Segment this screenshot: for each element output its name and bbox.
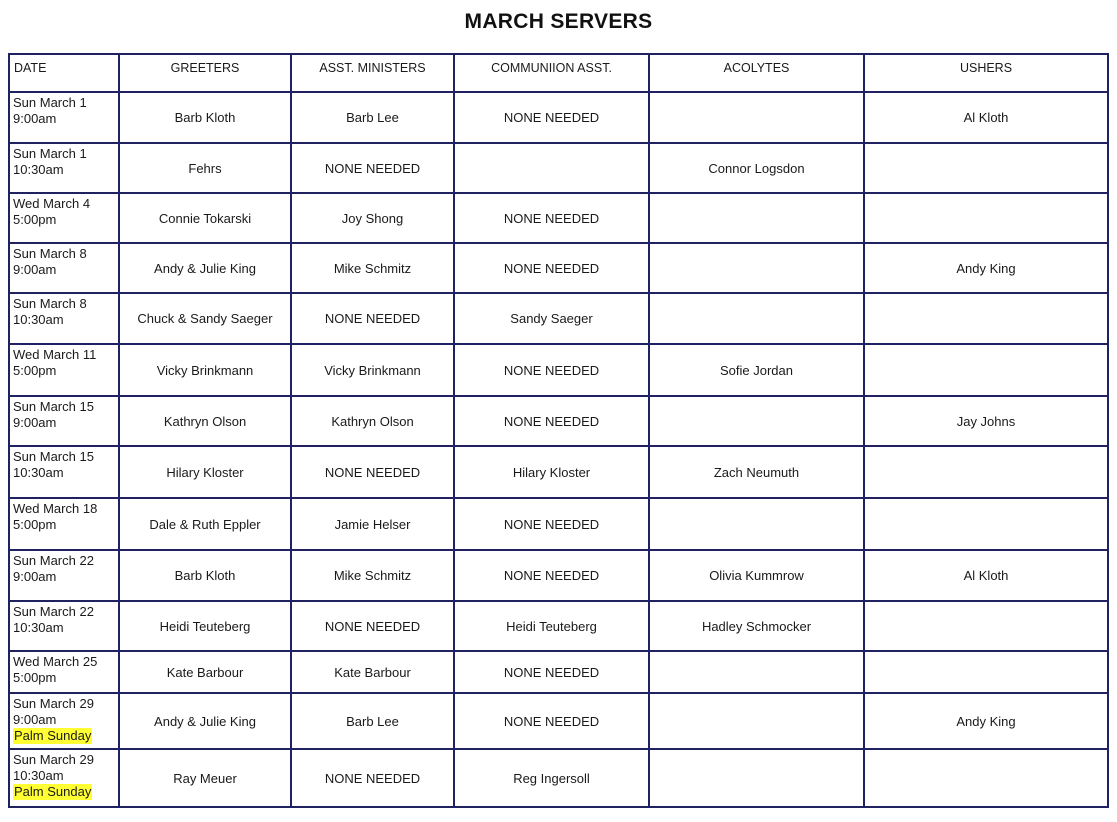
acolytes-cell: [649, 92, 864, 143]
column-header-ushers: USHERS: [864, 54, 1108, 92]
date-cell: [9, 344, 119, 396]
asst-ministers-cell: Mike Schmitz: [291, 243, 454, 293]
ushers-cell: [864, 446, 1108, 498]
column-header-asst-ministers: ASST. MINISTERS: [291, 54, 454, 92]
table-row: [9, 446, 1108, 498]
service-time: 5:00pm: [13, 363, 57, 378]
table-row: [9, 243, 1108, 293]
servers-schedule-table: [8, 53, 1109, 808]
date-cell: [9, 693, 119, 749]
table-row: [9, 344, 1108, 396]
service-time: 10:30am: [13, 312, 64, 327]
service-time: 5:00pm: [13, 670, 57, 685]
table-row: [9, 498, 1108, 550]
asst-ministers-cell: NONE NEEDED: [291, 601, 454, 651]
service-time: 9:00am: [13, 712, 57, 727]
asst-ministers-cell: NONE NEEDED: [291, 446, 454, 498]
date-cell: [9, 92, 119, 143]
date-cell: [9, 396, 119, 446]
ushers-cell: [864, 344, 1108, 396]
greeters-cell: Kathryn Olson: [119, 396, 291, 446]
acolytes-cell: [649, 749, 864, 807]
asst-ministers-cell: Kathryn Olson: [291, 396, 454, 446]
service-time: 9:00am: [13, 111, 57, 126]
communion-asst-cell: NONE NEEDED: [454, 243, 649, 293]
communion-asst-cell: Sandy Saeger: [454, 293, 649, 344]
acolytes-cell: Connor Logsdon: [649, 143, 864, 193]
column-header-greeters: GREETERS: [119, 54, 291, 92]
service-date: Sun March 15: [13, 449, 94, 464]
greeters-cell: Dale & Ruth Eppler: [119, 498, 291, 550]
column-header-communion-asst: COMMUNIION ASST.: [454, 54, 649, 92]
communion-asst-cell: Hilary Kloster: [454, 446, 649, 498]
asst-ministers-cell: NONE NEEDED: [291, 143, 454, 193]
date-cell: [9, 498, 119, 550]
service-date: Sun March 1: [13, 95, 87, 110]
acolytes-cell: [649, 693, 864, 749]
service-note-highlight: Palm Sunday: [14, 728, 92, 743]
service-date: Sun March 8: [13, 246, 87, 261]
communion-asst-cell: NONE NEEDED: [454, 193, 649, 243]
communion-asst-cell: NONE NEEDED: [454, 498, 649, 550]
asst-ministers-cell: Mike Schmitz: [291, 550, 454, 601]
service-time: 5:00pm: [13, 212, 57, 227]
greeters-cell: Andy & Julie King: [119, 243, 291, 293]
asst-ministers-cell: Vicky Brinkmann: [291, 344, 454, 396]
communion-asst-cell: Reg Ingersoll: [454, 749, 649, 807]
table-row: [9, 693, 1108, 749]
greeters-cell: Fehrs: [119, 143, 291, 193]
header-row: [9, 54, 1108, 92]
acolytes-cell: [649, 243, 864, 293]
service-time: 9:00am: [13, 262, 57, 277]
page-title: MARCH SERVERS: [464, 10, 653, 33]
table-row: [9, 193, 1108, 243]
communion-asst-cell: NONE NEEDED: [454, 92, 649, 143]
asst-ministers-cell: Joy Shong: [291, 193, 454, 243]
schedule-body: [9, 92, 1108, 807]
acolytes-cell: Sofie Jordan: [649, 344, 864, 396]
ushers-cell: [864, 293, 1108, 344]
date-cell: [9, 243, 119, 293]
greeters-cell: Chuck & Sandy Saeger: [119, 293, 291, 344]
communion-asst-cell: NONE NEEDED: [454, 396, 649, 446]
asst-ministers-cell: Kate Barbour: [291, 651, 454, 693]
acolytes-cell: [649, 498, 864, 550]
service-note-highlight: Palm Sunday: [14, 784, 92, 799]
date-cell: [9, 651, 119, 693]
service-time: 10:30am: [13, 768, 64, 783]
acolytes-cell: [649, 651, 864, 693]
communion-asst-cell: NONE NEEDED: [454, 344, 649, 396]
ushers-cell: [864, 143, 1108, 193]
acolytes-cell: Hadley Schmocker: [649, 601, 864, 651]
service-date: Sun March 22: [13, 604, 94, 619]
greeters-cell: Barb Kloth: [119, 550, 291, 601]
table-row: [9, 749, 1108, 807]
asst-ministers-cell: NONE NEEDED: [291, 749, 454, 807]
service-date: Wed March 18: [13, 501, 98, 516]
acolytes-cell: [649, 396, 864, 446]
table-row: [9, 601, 1108, 651]
greeters-cell: Kate Barbour: [119, 651, 291, 693]
date-cell: [9, 193, 119, 243]
service-time: 10:30am: [13, 465, 64, 480]
ushers-cell: [864, 193, 1108, 243]
date-cell: [9, 601, 119, 651]
acolytes-cell: Zach Neumuth: [649, 446, 864, 498]
ushers-cell: [864, 749, 1108, 807]
communion-asst-cell: NONE NEEDED: [454, 651, 649, 693]
service-date: Wed March 25: [13, 654, 98, 669]
date-cell: [9, 446, 119, 498]
ushers-cell: Al Kloth: [864, 92, 1108, 143]
service-time: 5:00pm: [13, 517, 57, 532]
greeters-cell: Ray Meuer: [119, 749, 291, 807]
service-date: Sun March 29: [13, 752, 94, 767]
column-header-date: DATE: [9, 54, 119, 92]
table-row: [9, 143, 1108, 193]
service-date: Sun March 8: [13, 296, 87, 311]
ushers-cell: Al Kloth: [864, 550, 1108, 601]
greeters-cell: Hilary Kloster: [119, 446, 291, 498]
greeters-cell: Andy & Julie King: [119, 693, 291, 749]
acolytes-cell: [649, 193, 864, 243]
date-cell: [9, 550, 119, 601]
date-cell: [9, 749, 119, 807]
acolytes-cell: Olivia Kummrow: [649, 550, 864, 601]
table-row: [9, 396, 1108, 446]
service-date: Sun March 1: [13, 146, 87, 161]
service-date: Sun March 22: [13, 553, 94, 568]
service-date: Sun March 15: [13, 399, 94, 414]
greeters-cell: Heidi Teuteberg: [119, 601, 291, 651]
communion-asst-cell: NONE NEEDED: [454, 693, 649, 749]
asst-ministers-cell: Jamie Helser: [291, 498, 454, 550]
communion-asst-cell: NONE NEEDED: [454, 550, 649, 601]
greeters-cell: Connie Tokarski: [119, 193, 291, 243]
asst-ministers-cell: Barb Lee: [291, 92, 454, 143]
ushers-cell: Jay Johns: [864, 396, 1108, 446]
service-time: 9:00am: [13, 569, 57, 584]
communion-asst-cell: Heidi Teuteberg: [454, 601, 649, 651]
greeters-cell: Vicky Brinkmann: [119, 344, 291, 396]
service-date: Wed March 11: [13, 347, 97, 362]
table-row: [9, 550, 1108, 601]
service-time: 10:30am: [13, 162, 64, 177]
ushers-cell: [864, 601, 1108, 651]
ushers-cell: Andy King: [864, 243, 1108, 293]
communion-asst-cell: [454, 143, 649, 193]
asst-ministers-cell: Barb Lee: [291, 693, 454, 749]
date-cell: [9, 143, 119, 193]
service-time: 9:00am: [13, 415, 57, 430]
service-date: Wed March 4: [13, 196, 91, 211]
table-row: [9, 651, 1108, 693]
table-row: [9, 92, 1108, 143]
acolytes-cell: [649, 293, 864, 344]
ushers-cell: [864, 651, 1108, 693]
service-time: 10:30am: [13, 620, 64, 635]
date-cell: [9, 293, 119, 344]
ushers-cell: [864, 498, 1108, 550]
ushers-cell: Andy King: [864, 693, 1108, 749]
column-header-acolytes: ACOLYTES: [649, 54, 864, 92]
table-row: [9, 293, 1108, 344]
service-date: Sun March 29: [13, 696, 94, 711]
asst-ministers-cell: NONE NEEDED: [291, 293, 454, 344]
greeters-cell: Barb Kloth: [119, 92, 291, 143]
